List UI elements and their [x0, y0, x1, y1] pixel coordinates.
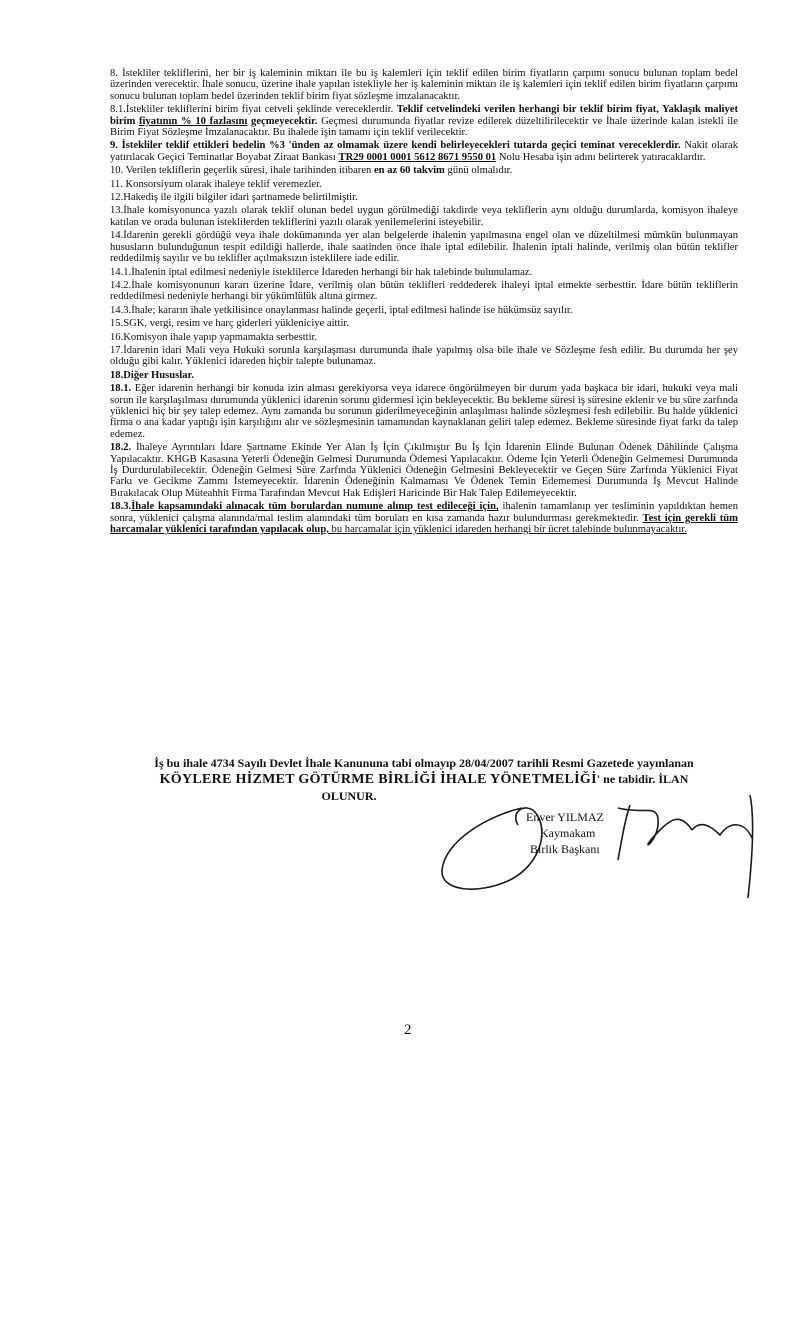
closing-line-2-tail: ' ne tabidir. İLAN — [596, 772, 689, 786]
paragraph-10-text-b: en az 60 takvim — [373, 165, 445, 177]
paragraph-9-text-a: 9. İstekliler teklif ettikleri bedelin %3 'ünden az olmamak üzere kendi belirleyecekleri tutarda geçici teminat vereceklerdir. — [110, 140, 681, 152]
signatory-title: Kaymakam — [540, 826, 596, 840]
signature-block — [430, 790, 770, 900]
paragraph-13-text: 13.İhale komisyonunca yazılı olarak teklif olunan bedel uygun görülmediği takdirde veya tekliflerin aynı olduğu durumlarda, komisyon ihaleye katılan ve orada bulunan isteklilerden tekliflerini yazılı olarak yenilemelerini isteyebilir. — [110, 205, 738, 228]
paragraph-14-3 — [110, 305, 738, 316]
paragraph-10-text-a: 10. Verilen tekliflerin geçerlik süresi, ihale tarihinden itibaren — [110, 165, 374, 177]
closing-line-2 — [104, 771, 744, 788]
paragraph-8-1 — [110, 104, 738, 138]
paragraph-14-2 — [110, 280, 738, 303]
paragraph-9-text-b: Nakit olarak yatırılacak Geçici Teminatlar Boyabat Ziraat Bankası — [110, 140, 738, 163]
paragraph-10-text-c: günü olmalıdır. — [444, 165, 513, 177]
paragraph-18-3-text-c: Test için gerekli tüm harcamalar yüklenici tarafından yapılacak olup, — [110, 512, 738, 536]
paragraph-18-2 — [110, 442, 738, 499]
paragraph-15 — [110, 318, 738, 329]
paragraph-18-2-number: 18.2. — [110, 442, 132, 454]
closing-line-3: OLUNUR. — [321, 789, 377, 803]
paragraph-18-1-number: 18.1. — [110, 383, 132, 395]
paragraph-12 — [110, 192, 738, 203]
paragraph-11 — [110, 179, 738, 190]
paragraph-14-text: 14.İdarenin gerekli gördüğü veya ihale dokümanında yer alan belgelerde ihalenin yapılmasına engel olan ve düzeltilmesi mümkün bulunmayan hususların bulunduğunun tespit edildiği hallerde, ihale saatinden önce ihale iptal edilebilir. İhalenin iptali halinde, verilmiş olan bütün teklifler reddedilmiş sayılır ve bu teklifler açılmaksızın isteklilere iade edilir. — [110, 230, 738, 265]
regulation-name: KÖYLERE HİZMET GÖTÜRME BİRLİĞİ İHALE YÖNETMELİĞİ — [159, 772, 597, 787]
paragraph-16 — [110, 332, 738, 343]
paragraph-8-1-text-e: Geçmesi durumunda fiyatlar revize edilerek düzeltilirilecektir ve İhale üzerinde kalan istekli ile Birim Fiyat Sözleşme İmzalanacaktır. Bu ihalede işin tamamı için teklif verilecektir. — [110, 115, 738, 139]
paragraph-18-3 — [110, 501, 738, 535]
closing-line-1: İş bu ihale 4734 Sayılı Devlet İhale Kanununa tabi olmayıp 28/04/2007 tarihli Resmi Gazetede yayınlanan — [154, 756, 694, 770]
paragraph-8-1-text-d: geçmeyecektir. — [247, 115, 318, 127]
paragraph-17-text: 17.İdarenin idari Mali veya Hukuki sorunla karşılaşması durumunda ihale yapılmış olsa bile ihale ve Sözleşme fesh edilir. Bu durumda her şey olduğu gibi kalır. Yüklenici idareden hiçbir talepte bulunamaz. — [110, 344, 738, 368]
paragraph-18-3-number: 18.3. — [110, 501, 132, 513]
paragraph-18-1 — [110, 383, 738, 440]
page-number: 2 — [404, 1022, 412, 1038]
paragraph-10 — [110, 165, 738, 176]
paragraph-14-1 — [110, 267, 738, 278]
handwritten-signature — [430, 790, 770, 900]
paragraph-18-1-text: Eğer idarenin herhangi bir konuda izin alması gerekiyorsa veya idarece öngörülmeyen bir durum yada başkaca bir idari, hukuki veya mali sorun ile karşılaşılması durumunda yüklenici idarenin sorunu gidermesi için bekleyecektir. Bu bekleme süresi iş süresine eklenir ve bu süre zarfında yüklenici hiç bir şey talep edemez. Aynı zamanda bu sorunun giderilmeyeceğinin anlaşılması halinde sözleşmesi fesh edilebilir. Bu halde yüklenici firma o ana kadar yaptığı işin karşılığını alır ve sözleşmesinin tamamından kaynaklanan geliri talep edemez. Bekleme süresinde fiyat farkı da talep edemez. — [110, 383, 738, 440]
paragraph-14-3-text: 14.3.İhale; kararın ihale yetkilisince onaylanması halinde geçerli, iptal edilmesi halinde ise hükümsüz sayılır. — [110, 304, 573, 316]
paragraph-18-2-text: İhaleye Ayrıntıları İdare Şartname Ekinde Yer Alan İş İçin Çıkılmıştır Bu İş İçin İdarenin Elinde Bulunan Ödenek Dâhilinde Çalışma Yapılacaktır. KHGB Kasasına Yeterli Ödeneğin Gelmesi Durumunda Ödemesi Yapılacaktır. Ödeme İçin Yeterli Ödeneğin Gelmemesi Durumunda İş Durdurulabilecektir. Ödeneğin Gelmesi Süre Zarfında Yüklenici Ödeneğin Gelmesini Bekleyecektir ve Geçen Süre Zarfında Yüklenici Fiyat Farkı ve Gecikme Zammı İstemeyecektir. İdarenin Ödeneğinin Kalmaması Ve Ödenek Temin Edememesi Durumunda İş Mevcut Halinde Bırakılacak Olup Müteahhit Firma Tarafından Mevcut Hak Edişleri Haricinde Bir Hak Talep Edilemeyecektir. — [110, 442, 738, 499]
paragraph-17 — [110, 345, 738, 368]
document-body — [110, 68, 738, 537]
signatory-name: Enver YILMAZ — [526, 810, 604, 824]
paragraph-11-text: 11. Konsorsiyum olarak ihaleye teklif veremezler. — [110, 178, 322, 190]
paragraph-8-1-text-b: Teklif cetvelindeki verilen herhangi bir teklif birim fiyat, Yaklaşık maliyet birim — [110, 104, 738, 127]
paragraph-8-text: 8. İstekliler tekliflerini, her bir iş kaleminin miktarı ile bu iş kalemleri için teklif edilen birim fiyatların çarpımı sonucu bulunan toplam bedel üzerinden verecektir. İhale sonucu, üzerine ihale yapılan istekliyle her iş kaleminin miktarı ile iş kalemleri için teklif edilen birim fiyatların çarpımı sonucu bulunan toplam bedel üzerinden teklif birim fiyat sözleşme imzalanacaktır. — [110, 68, 738, 102]
paragraph-8-1-text-c: fiyatının % 10 fazlasını — [139, 115, 248, 127]
paragraph-14-2-text: 14.2.İhale komisyonunun kararı üzerine İdare, verilmiş olan bütün teklifleri reddederek ihaleyi iptal etmekte serbesttir. İdare bütün tekliflerin reddedilmesi nedeniyle herhangi bir yükümlülük altına girmez. — [110, 279, 738, 303]
section-heading-18: 18.Diğer Hususlar. — [110, 369, 194, 381]
paragraph-14 — [110, 230, 738, 264]
paragraph-8-1-text-a: 8.1.İstekliler tekliflerini birim fiyat cetveli şeklinde vereceklerdir. — [110, 104, 397, 116]
paragraph-9 — [110, 140, 738, 163]
paragraph-18-3-text-b: ihalenin tamamlanıp yer tesliminin yapıldıktan hemen sonra, yüklenici çalışma alanında/mal teslim alanındaki tüm boruları en kısa zamanda hazır bulundurması gerekmektedir. — [110, 501, 738, 524]
paragraph-12-text: 12.Hakediş ile ilgili bilgiler idari şartnamede belirtilmiştir. — [110, 192, 358, 204]
paragraph-18-3-text-a: İhale kapsamındaki alınacak tüm borulardan numune alınıp test edileceği için, — [131, 501, 499, 513]
paragraph-14-1-text: 14.1.İhalenin iptal edilmesi nedeniyle isteklilerce İdareden herhangi bir hak talebinde bulunulamaz. — [110, 266, 533, 278]
paragraph-13 — [110, 205, 738, 228]
signatory-role: Birlik Başkanı — [530, 842, 600, 856]
iban-number: TR29 0001 0001 5612 8671 9550 01 — [338, 151, 497, 163]
paragraph-8 — [110, 68, 738, 102]
paragraph-16-text: 16.Komisyon ihale yapıp yapmamakta serbesttir. — [110, 331, 318, 343]
paragraph-9-text-c: Nolu Hesaba işin adını belirterek yatıracaklardır. — [496, 151, 706, 163]
paragraph-18-3-text-d: bu harcamalar için yüklenici idareden herhangi bir ücret talebinde bulunmayacaktır. — [328, 524, 687, 536]
paragraph-15-text: 15.SGK, vergi, resim ve harç giderleri yükleniciye aittir. — [110, 318, 349, 330]
